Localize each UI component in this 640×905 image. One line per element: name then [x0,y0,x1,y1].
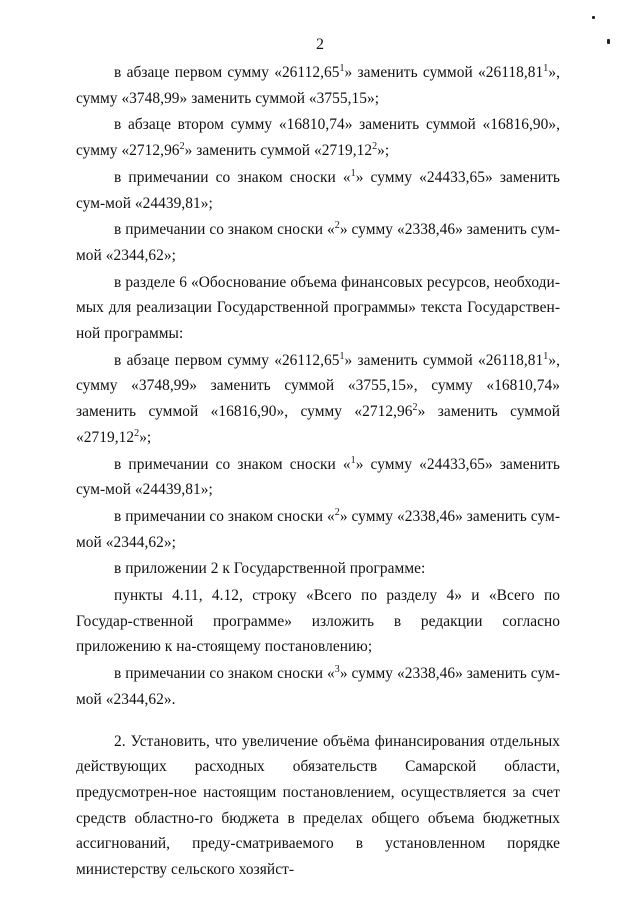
paragraph-4 [76,217,560,268]
paragraph-2 [76,112,560,163]
paragraph-5 [76,270,560,347]
text-run: в разделе 6 «Обоснование объема финансовых ресурсов, необходи-мых для реализации Государственной программы» текста Государствен-ной программы: [76,273,560,343]
text-run: в абзаце первом сумму «26112,65 [114,351,340,369]
footnote-mark: 2 [372,141,378,153]
text-run: »; [139,428,152,446]
text-run: в примечании со знаком сноски « [114,665,335,683]
text-run: » сумму «2338,46» заменить сум-мой «2344,62»; [76,221,560,264]
text-run: » сумму «24433,65» заменить сум-мой «24439,81»; [76,455,560,499]
text-run: » заменить суммой «26118,81 [344,351,544,369]
text-run: » заменить суммой «2719,12 [184,142,373,160]
text-run: в примечании со знаком сноски « [114,221,335,239]
paragraph-8 [76,504,560,555]
footnote-mark: 2 [134,427,140,439]
paragraph-1 [76,60,560,111]
text-run: пункты 4.11, 4.12, строку «Всего по разделу 4» и «Всего по Государ-ственной программе» изложить в редакции согласно приложению к на-стоящему постановлению; [76,587,560,656]
text-run: » заменить суммой «2719,12 [76,403,560,446]
text-run: » заменить суммой «26118,81 [344,64,544,81]
paragraph-9 [76,556,560,582]
text-run: », сумму «3748,99» заменить суммой «3755,15», сумму «16810,74» заменить суммой «16816,90», сумму «2712,96 [76,351,560,421]
footnote-mark: 2 [179,141,185,153]
footnote-mark: 3 [334,664,340,676]
text-run: в приложении 2 к Государственной программе: [114,560,426,578]
text-run: в абзаце втором сумму «16810,74» заменить суммой «16816,90», сумму «2712,96 [76,116,560,160]
footnote-mark: 1 [339,350,345,362]
footnote-mark: 2 [334,506,340,518]
page-number: 2 [316,36,324,53]
text-run: в примечании со знаком сноски « [114,507,335,525]
paragraph-10 [76,583,560,660]
text-run: 2. Установить, что увеличение объёма финансирования отдельных действующих расходных обязательств Самарской области, предусмотрен-ное настоящим постановлением, осуществляется за счет средств областно-го бюджета в пределах общего объема бюджетных ассигнований, преду-сматриваемого в установленном порядке министерству сельского хозяйст- [76,732,560,879]
text-run: », сумму «3748,99» заменить суммой «3755,15»; [76,64,560,107]
footnote-mark: 1 [543,63,549,74]
text-run: » сумму «24433,65» заменить сум-мой «24439,81»; [76,168,560,212]
text-run: »; [377,142,390,160]
paragraph-12 [76,729,560,883]
text-run: в абзаце первом сумму «26112,65 [114,64,340,81]
footnote-mark: 1 [339,63,345,74]
text-run: » сумму «2338,46» заменить сум-мой «2344,62». [76,665,560,708]
paragraph-7 [76,452,560,503]
text-run: в примечании со знаком сноски « [114,455,351,473]
footnote-mark: 1 [543,350,549,362]
scan-speck [592,16,595,19]
footnote-mark: 2 [334,220,340,232]
footnote-mark: 1 [350,167,356,179]
footnote-mark: 2 [412,402,418,414]
paragraph-11 [76,661,560,712]
paragraph-3 [76,165,560,216]
footnote-mark: 1 [350,454,356,466]
text-run: » сумму «2338,46» заменить сум-мой «2344,62»; [76,507,560,551]
document-body [76,60,560,883]
paragraph-6 [76,348,560,451]
text-run: в примечании со знаком сноски « [114,168,351,186]
